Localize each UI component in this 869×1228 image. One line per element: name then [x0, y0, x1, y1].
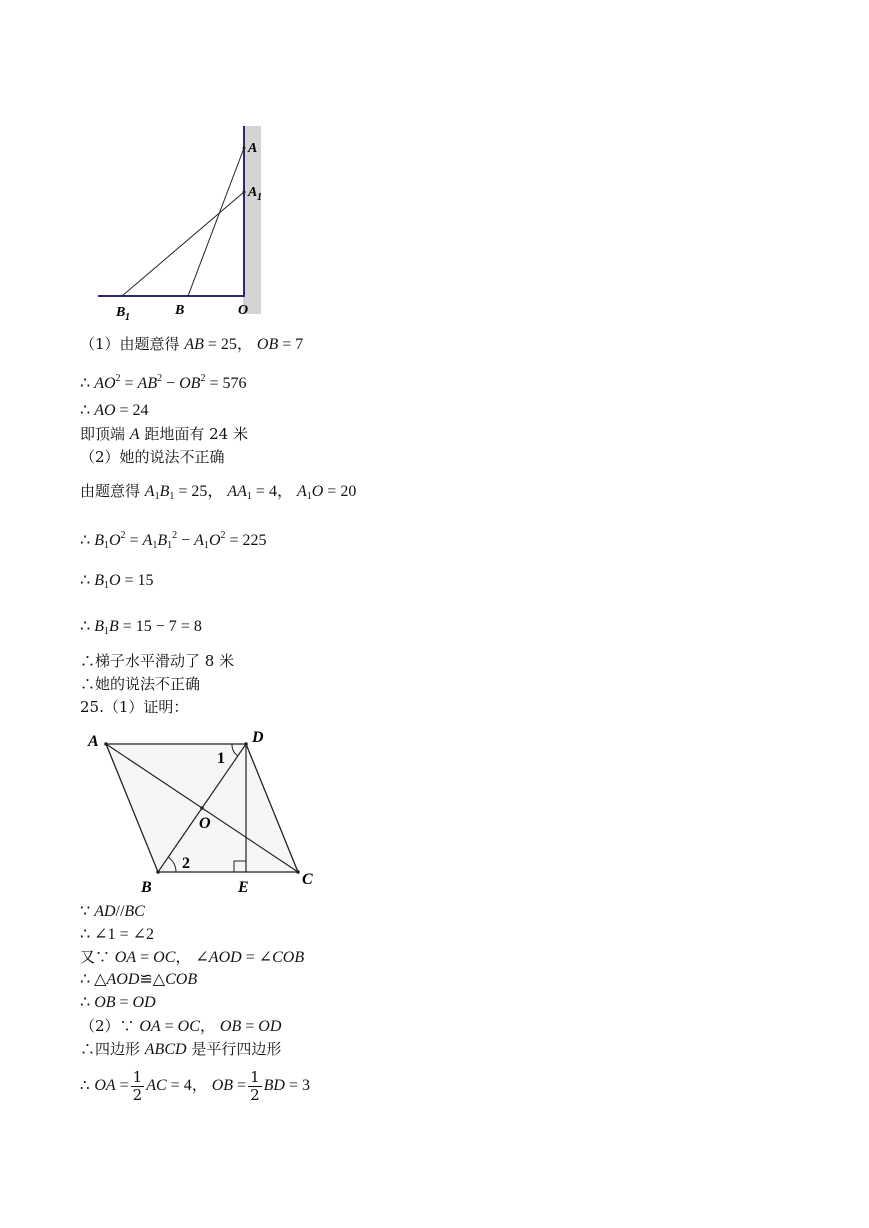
part1-line1: （1）由题意得 AB = 25， OB = 7 — [80, 335, 304, 353]
label-b: B — [175, 303, 185, 318]
label-c: C — [302, 871, 313, 888]
part2-line3: ∴ $B_1O^2 = A_1B_1^2 - A_1O^2 = 225$ — [80, 530, 267, 551]
parallelogram-figure — [80, 724, 330, 896]
q25-header: 25.（1）证明： — [80, 698, 189, 716]
point-a — [104, 742, 108, 746]
label-angle-1: 1 — [217, 750, 225, 767]
ladder-figure — [95, 124, 275, 324]
ladder-a1b1 — [122, 192, 244, 296]
q25-line5: ∴ OB = OD — [80, 994, 156, 1011]
point-d — [244, 742, 248, 746]
q25-line6: （2）∵ OA = OC， OB = OD — [80, 1017, 282, 1035]
point-a — [243, 147, 246, 150]
q25-line7: ∴四边形 ABCD 是平行四边形 — [80, 1040, 282, 1058]
part1-line3: ∴ AO = 24 — [80, 402, 149, 419]
label-a: A — [88, 733, 99, 750]
q25-line1: ∵ AD//BC — [80, 903, 145, 920]
q25-line4: ∴ △AOD≌△COB — [80, 971, 198, 988]
part2-line6: ∴梯子水平滑动了 8 米 — [80, 652, 235, 670]
fraction-half-1: $\frac{1}{2}$ — [132, 1067, 143, 1104]
q25-line3: 又∵ OA = OC， ∠AOD = ∠COB — [80, 948, 305, 966]
label-b1: B — [116, 305, 126, 320]
part2-line2: 由题意得 $A_1B_1 = 25$， $AA_1 = 4$， $A_1O = 20$ — [80, 482, 357, 502]
part1-line4: 即顶端 A 距地面有 24 米 — [80, 425, 248, 443]
ladder-ab — [188, 148, 244, 296]
label-a1-sub: 1 — [257, 192, 262, 203]
fraction-half-2: $\frac{1}{2}$ — [250, 1067, 260, 1104]
label-b: B — [141, 879, 152, 896]
point-c — [296, 870, 300, 874]
part1-line2: ∴ $AO^2 = AB^2 - OB^2 = 576$ — [80, 373, 247, 392]
label-a: A — [248, 141, 258, 156]
part2-line4: ∴ $B_1O = 15$ — [80, 572, 154, 591]
point-o — [200, 806, 204, 810]
label-o: O — [199, 815, 211, 832]
point-b — [156, 870, 160, 874]
label-a1: A — [248, 185, 258, 200]
q25-line2: ∴ ∠1 = ∠2 — [80, 926, 155, 943]
label-b1-sub: 1 — [125, 312, 130, 323]
label-angle-2: 2 — [182, 855, 190, 872]
label-o: O — [238, 303, 249, 318]
label-d: D — [252, 729, 264, 746]
part2-line7: ∴她的说法不正确 — [80, 675, 201, 693]
point-a1 — [243, 191, 246, 194]
part2-line1: （2）她的说法不正确 — [80, 448, 225, 466]
part2-line5: ∴ $B_1B = 15 - 7 = 8$ — [80, 618, 202, 637]
label-e: E — [238, 879, 249, 896]
q25-line8: ∴ OA = $\frac{1}{2}$ AC = 4， OB = $\frac{1}{2}$ BD = 3 — [80, 1067, 310, 1104]
